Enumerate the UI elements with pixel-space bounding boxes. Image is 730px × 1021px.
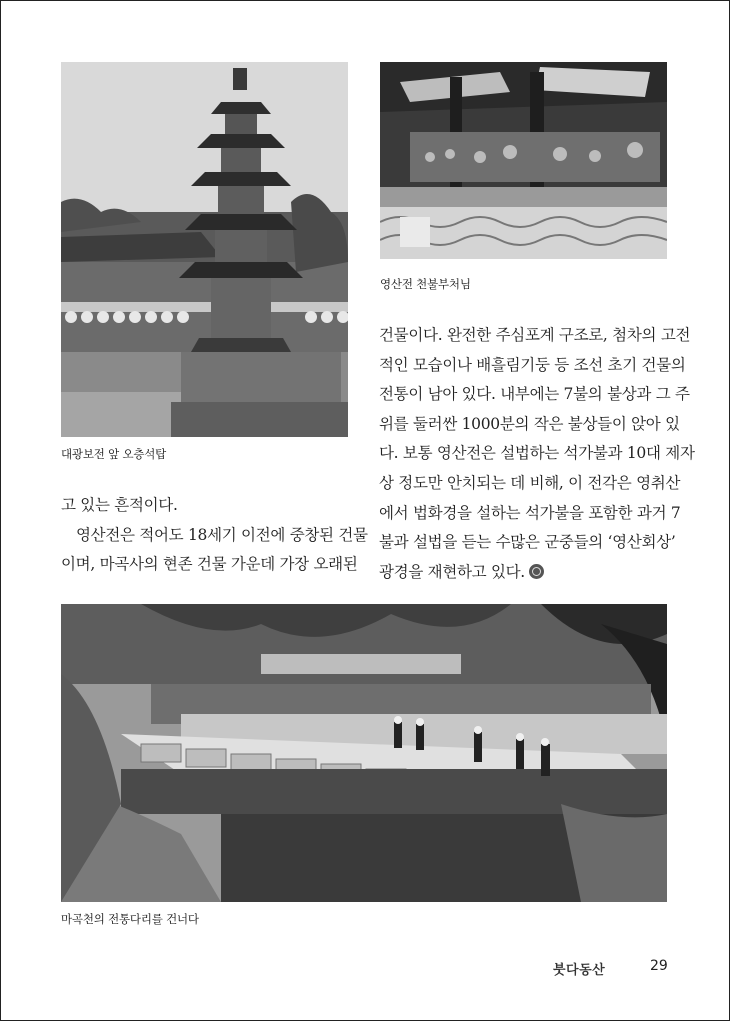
pagoda-photo — [61, 62, 348, 437]
page-number: 29 — [650, 958, 668, 974]
pagoda-caption: 대광보전 앞 오층석탑 — [61, 447, 167, 461]
text-line: 고 있는 흔적이다. — [61, 496, 178, 514]
end-mark-icon — [529, 564, 544, 579]
right-column-text — [379, 321, 695, 587]
text-line: 전통이 남아 있다. 내부에는 7불의 불상과 그 주 — [379, 385, 690, 404]
text-line: 위를 둘러싼 1000분의 작은 불상들이 앉아 있 — [379, 414, 680, 433]
text-line: 영산전은 적어도 18세기 이전에 중창된 건물 — [76, 525, 368, 544]
magazine-brand: 붓다동산 — [553, 963, 606, 978]
text-line: 광경을 재현하고 있다. — [379, 562, 525, 581]
text-line: 다. 보통 영산전은 설법하는 석가불과 10대 제자 — [379, 444, 695, 463]
text-line: 상 정도만 안치되는 데 비해, 이 전각은 영취산 — [379, 473, 681, 492]
text-line: 적인 모습이나 배흘림기둥 등 조선 초기 건물의 — [379, 355, 686, 374]
stone-bridge-photo — [61, 604, 667, 902]
buddhas-hall-photo — [380, 62, 667, 259]
left-column-text — [61, 491, 368, 580]
text-line: 이며, 마곡사의 현존 건물 가운데 가장 오래된 — [61, 555, 358, 574]
bridge-caption: 마곡천의 전통다리를 건너다 — [61, 912, 199, 926]
buddhas-caption: 영산전 천불부처님 — [380, 277, 471, 291]
text-line: 에서 법화경을 설하는 석가불을 포함한 과거 7 — [379, 503, 681, 522]
text-line: 불과 설법을 듣는 수많은 군중들의 ‘영산회상’ — [379, 533, 676, 552]
text-line-last — [379, 558, 669, 588]
text-line: 건물이다. 완전한 주심포계 구조로, 첨차의 고전 — [379, 326, 691, 344]
